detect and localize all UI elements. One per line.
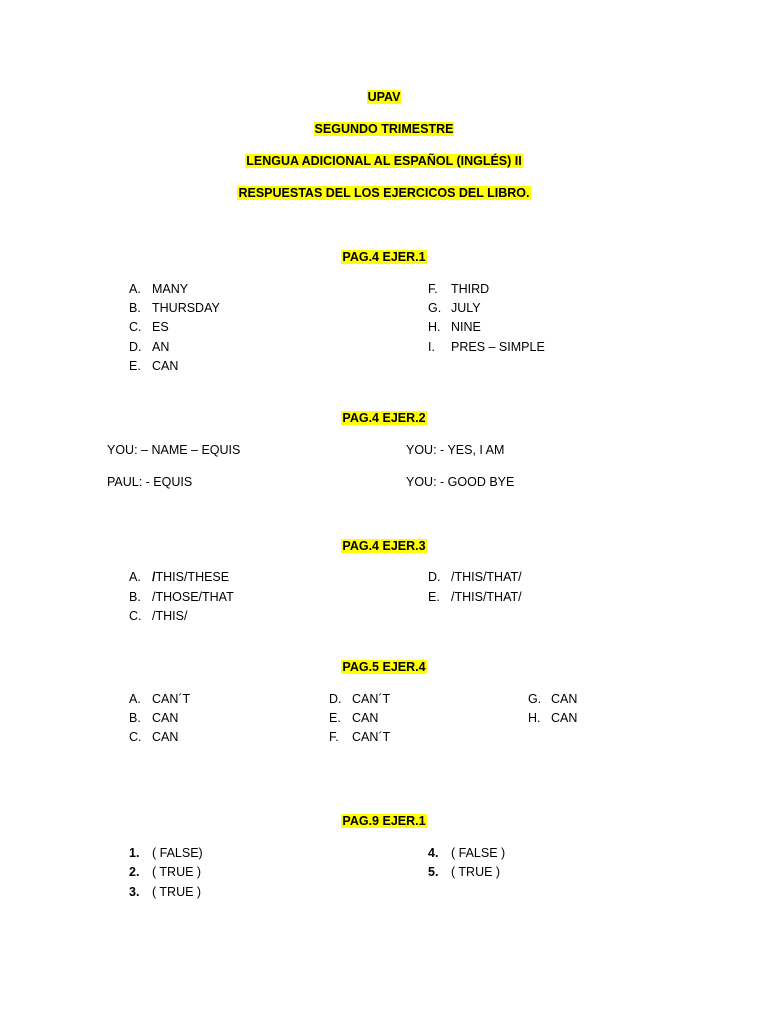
section-title-pag4-ejer1: PAG.4 EJER.1 — [342, 250, 426, 264]
list-item: D. CAN´T — [329, 692, 391, 706]
list-item: B. /THOSE/THAT — [129, 590, 234, 604]
list-item: 2. ( TRUE ) — [129, 865, 202, 879]
list-item: D. AN — [129, 340, 170, 354]
list-item: B. THURSDAY — [129, 301, 220, 315]
list-item: F. CAN´T — [329, 730, 391, 744]
list-item: E. /THIS/THAT/ — [428, 590, 522, 604]
header-line-1: UPAV — [367, 90, 401, 104]
section-title-pag9-ejer1: PAG.9 EJER.1 — [342, 814, 426, 828]
dialogue-line: YOU: - GOOD BYE — [406, 475, 515, 489]
dialogue-line: PAUL: - EQUIS — [107, 475, 193, 489]
header-line-4: RESPUESTAS DEL LOS EJERCICOS DEL LIBRO. — [238, 186, 530, 200]
section-heading — [0, 249, 768, 265]
list-item: A. CAN´T — [129, 692, 191, 706]
list-item: H. CAN — [528, 711, 578, 725]
list-item: 3. ( TRUE ) — [129, 885, 202, 899]
header-line-3: LENGUA ADICIONAL AL ESPAÑOL (INGLÉS) II — [246, 154, 522, 168]
header-course — [0, 153, 768, 169]
list-item: 4. ( FALSE ) — [428, 846, 506, 860]
list-item: H. NINE — [428, 320, 481, 334]
header-subtitle — [0, 121, 768, 137]
dialogue-line: YOU: – NAME – EQUIS — [107, 443, 241, 457]
section-heading — [0, 410, 768, 426]
list-item: 1. ( FALSE) — [129, 846, 203, 860]
list-item: G. CAN — [528, 692, 578, 706]
list-item: B. CAN — [129, 711, 179, 725]
section-heading — [0, 813, 768, 829]
list-item: A. MANY — [129, 282, 189, 296]
list-item: I. PRES – SIMPLE — [428, 340, 545, 354]
section-title-pag4-ejer3: PAG.4 EJER.3 — [342, 539, 426, 553]
list-item: C. /THIS/ — [129, 609, 188, 623]
list-item: E. CAN — [129, 359, 179, 373]
section-title-pag4-ejer2: PAG.4 EJER.2 — [342, 411, 426, 425]
list-item: E. CAN — [329, 711, 379, 725]
section-heading — [0, 538, 768, 554]
section-heading — [0, 659, 768, 675]
list-item: F. THIRD — [428, 282, 490, 296]
list-item: G. JULY — [428, 301, 481, 315]
list-item: C. CAN — [129, 730, 179, 744]
list-item: C. ES — [129, 320, 169, 334]
dialogue-line: YOU: - YES, I AM — [406, 443, 505, 457]
header-description — [0, 185, 768, 201]
header-title — [0, 89, 768, 105]
list-item: A. /THIS/THESE — [129, 570, 230, 584]
list-item: D. /THIS/THAT/ — [428, 570, 522, 584]
header-line-2: SEGUNDO TRIMESTRE — [314, 122, 454, 136]
list-item: 5. ( TRUE ) — [428, 865, 501, 879]
section-title-pag5-ejer4: PAG.5 EJER.4 — [342, 660, 426, 674]
